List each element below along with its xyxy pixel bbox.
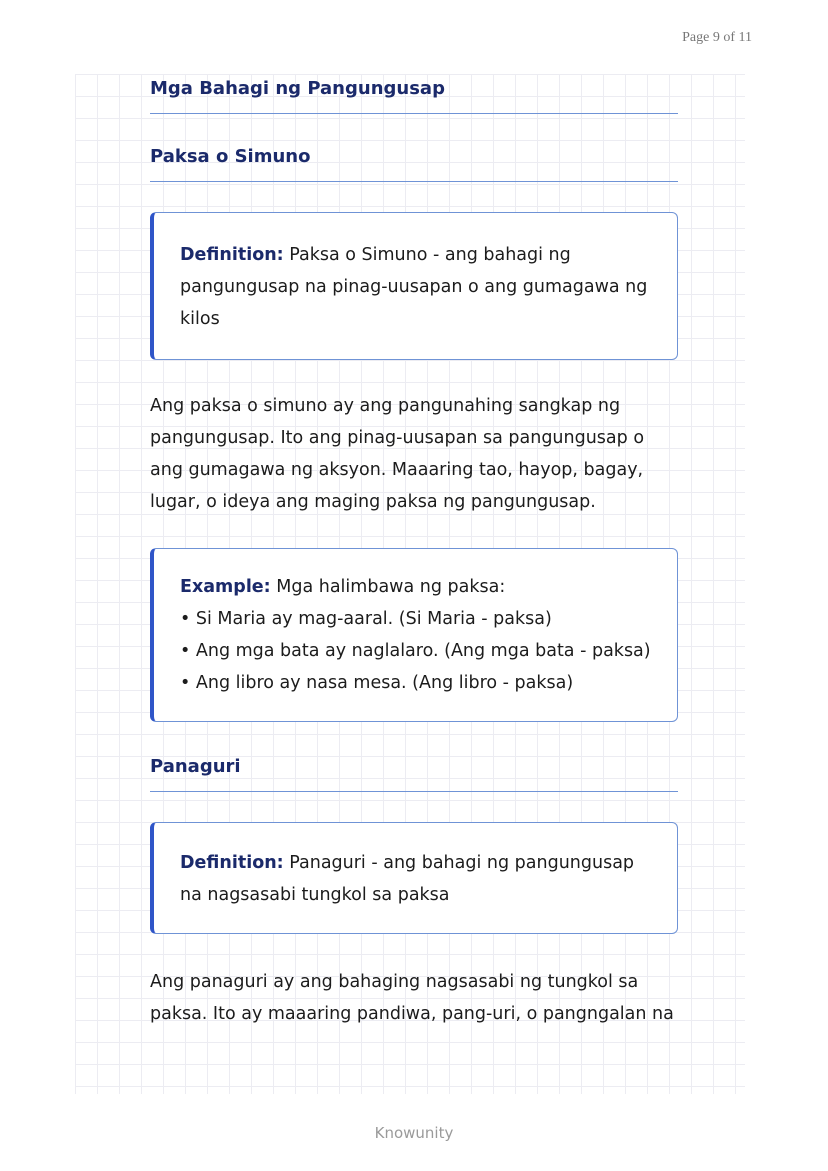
- list-item: • Ang mga bata ay naglalaro. (Ang mga bata - paksa): [180, 641, 651, 661]
- document-content: [150, 78, 678, 1030]
- definition-label: Definition:: [180, 245, 284, 265]
- definition-text: Panaguri - ang bahagi ng pangungusap na nagsasabi tungkol sa paksa: [180, 853, 635, 905]
- paragraph-paksa: Ang paksa o simuno ay ang pangunahing sangkap ng pangungusap. Ito ang pinag-uusapan sa pangungusap o ang gumagawa ng aksyon. Maaaring tao, hayop, bagay, lugar, o ideya ang maging paksa ng pangungusap.: [150, 396, 645, 512]
- example-box: [150, 548, 678, 722]
- definition-text: Paksa o Simuno - ang bahagi ng pangungusap na pinag-uusapan o ang gumagawa ng kilos: [180, 245, 648, 329]
- section-title-main: Mga Bahagi ng Pangungusap: [150, 78, 678, 114]
- list-item: • Si Maria ay mag-aaral. (Si Maria - paksa): [180, 609, 552, 629]
- example-heading: [180, 571, 651, 603]
- definition-box-panaguri: [150, 822, 678, 934]
- example-label: Example:: [180, 577, 271, 597]
- list-item: • Ang libro ay nasa mesa. (Ang libro - paksa): [180, 673, 574, 693]
- footer-brand: Knowunity: [374, 1124, 454, 1142]
- page-number: Page 9 of 11: [682, 30, 752, 45]
- paragraph-panaguri: Ang panaguri ay ang bahaging nagsasabi ng tungkol sa paksa. Ito ay maaaring pandiwa, pang-uri, o pangngalan na: [150, 972, 674, 1024]
- section-title-paksa: Paksa o Simuno: [150, 146, 678, 182]
- definition-label: Definition:: [180, 853, 284, 873]
- definition-box-paksa: [150, 212, 678, 360]
- example-text: Mga halimbawa ng paksa:: [270, 577, 506, 597]
- section-title-panaguri: Panaguri: [150, 756, 678, 792]
